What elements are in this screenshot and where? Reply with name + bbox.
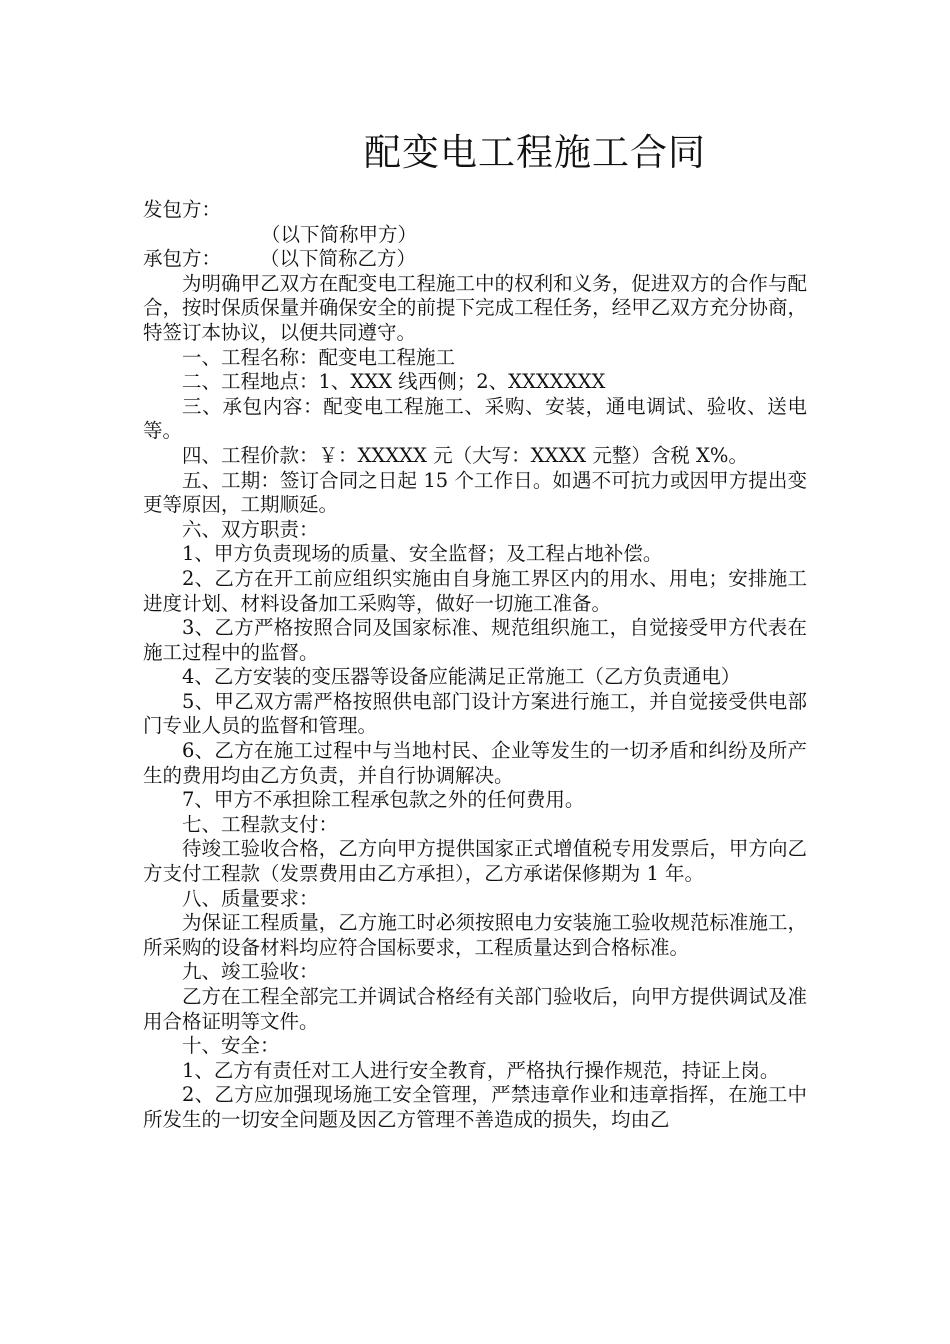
party-b-line: 承包方： （以下简称乙方） [143, 247, 417, 271]
paragraph: 三、承包内容：配变电工程施工、采购、安装，通电调试、验收、送电等。 [143, 394, 807, 443]
document-title: 配变电工程施工合同 [364, 131, 706, 174]
party-a-label: 发包方： [143, 198, 222, 221]
paragraph: 4、乙方安装的变压器等设备应能满足正常施工（乙方负责通电） [182, 665, 741, 689]
section-heading: 九、竣工验收： [182, 960, 319, 984]
paragraph: 1、乙方有责任对工人进行安全教育，严格执行操作规范，持证上岗。 [182, 1058, 780, 1082]
paragraph: 为明确甲乙双方在配变电工程施工中的权利和义务，促进双方的合作与配合，按时保质保量并确保安全的前提下完成工程任务，经甲乙双方充分协商，特签订本协议，以便共同遵守。 [143, 271, 807, 344]
paragraph: 7、甲方不承担除工程承包款之外的任何费用。 [182, 788, 585, 812]
section-heading: 十、安全： [182, 1034, 280, 1058]
paragraph: 2、乙方应加强现场施工安全管理，严禁违章作业和违章指挥，在施工中所发生的一切安全问题及因乙方管理不善造成的损失，均由乙 [143, 1083, 807, 1131]
paragraph: 3、乙方严格按照合同及国家标准、规范组织施工，自觉接受甲方代表在施工过程中的监督。 [143, 616, 807, 664]
paragraph: 四、工程价款：￥：XXXXX 元（大写：XXXX 元整）含税 X%。 [182, 443, 748, 467]
paragraph: 待竣工验收合格，乙方向甲方提供国家正式增值税专用发票后，甲方向乙方支付工程款（发票费用由乙方承担），乙方承诺保修期为 1 年。 [143, 837, 807, 886]
paragraph: 5、甲乙双方需严格按照供电部门设计方案进行施工，并自觉接受供电部门专业人员的监督和管理。 [143, 689, 807, 738]
paragraph: 一、工程名称：配变电工程施工 [182, 345, 456, 369]
paragraph: 二、工程地点：1、XXX 线西侧；2、XXXXXXX [182, 370, 606, 394]
paragraph: 为保证工程质量，乙方施工时必须按照电力安装施工验收规范标准施工，所采购的设备材料均应符合国标要求，工程质量达到合格标准。 [143, 911, 807, 959]
section-heading: 七、工程款支付： [182, 812, 339, 836]
paragraph: 2、乙方在开工前应组织实施由自身施工界区内的用水、用电；安排施工进度计划、材料设备加工采购等，做好一切施工准备。 [143, 566, 807, 615]
paragraph: 6、乙方在施工过程中与当地村民、企业等发生的一切矛盾和纠纷及所产生的费用均由乙方负责，并自行协调解决。 [143, 739, 807, 787]
paragraph: 1、甲方负责现场的质量、安全监督；及工程占地补偿。 [182, 542, 663, 566]
paragraph: 五、工期：签订合同之日起 15 个工作日。如遇不可抗力或因甲方提出变更等原因，工期顺延。 [143, 468, 807, 517]
party-a-alias: （以下简称甲方） [261, 222, 418, 246]
section-heading: 六、双方职责： [182, 517, 319, 541]
section-heading: 八、质量要求： [182, 886, 319, 910]
document-body [143, 198, 807, 1133]
paragraph: 乙方在工程全部完工并调试合格经有关部门验收后，向甲方提供调试及准用合格证明等文件。 [143, 985, 807, 1033]
